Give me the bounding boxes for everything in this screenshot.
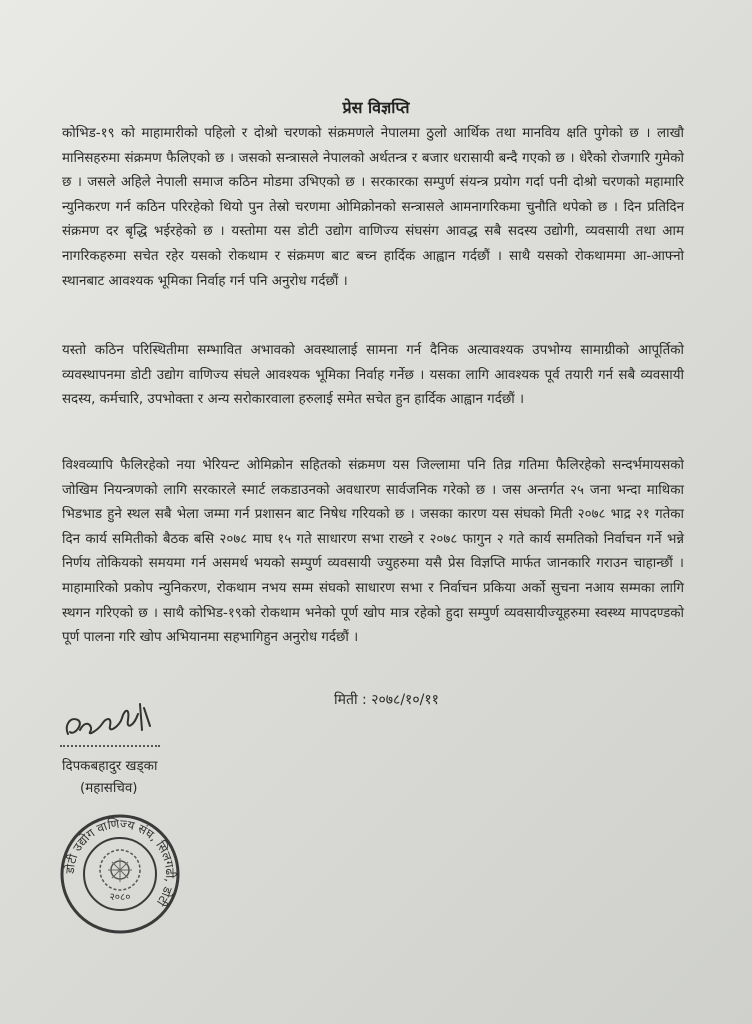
seal-year: २०८० (109, 892, 131, 903)
seal-text: डोटी उद्योग वाणिज्य संघ, सिलगढी, डोटी (62, 816, 178, 909)
document-date: मिती : २०७८/१०/११ (334, 692, 439, 708)
paragraph-general-assembly-postponement: विश्वव्यापि फैलिरहेको नया भेरियन्ट ओमिक्रोन सहितको संक्रमण यस जिल्लामा पनि तिव्र गतिमा फैलिरहेको सन्दर्भमायसको जोखिम नियन्त्रणको लागि सरकारले स्मार्ट लकडाउनको अवधारण सार्वजनिक गरेको छ । जस अन्तर्गत २५ जना भन्दा माथिका भिडभाड हुने स्थल सबै भेला जम्मा गर्न प्रशासन बाट निषेध गरियको छ । जसका कारण यस संघको मिती २०७८ भाद्र २१ गतेका दिन कार्य समितीको बैठक बसि २०७८ माघ १५ गते साधारण सभा राख्ने र २०७८ फागुन २ गते कार्य समतिको निर्वाचन गर्ने भन्ने निर्णय तोकियको समयमा गर्न असमर्थ भयको सम्पुर्ण व्यवसायी ज्युहरुमा यसै प्रेस विज्ञप्ति मार्फत जानकारि गराउन चाहान्छौं । माहामारिको प्रकोप न्युनिकरण, रोकथाम नभय सम्म संघको साधारण सभा र निर्वाचन प्रकिया अर्को सुचना नआय सम्मका लागि स्थगन गरिएको छ । साथै कोभिड-१९को रोकथाम भनेको पूर्ण खोप मात्र रहेको हुदा सम्पुर्ण व्यवसायीज्यूहरुमा स्वस्थ्य मापदण्डको पूर्ण पालना गरि खोप अभियानमा सहभागिहुन अनुरोध गर्दछौं । (62, 458, 684, 646)
paragraph-covid-impact: कोभिड-१९ को माहामारीको पहिलो र दोश्रो चरणको संक्रमणले नेपालमा ठुलो आर्थिक तथा मानविय क्षति पुगेको छ । लाखौ मानिसहरुमा संक्रमण फैलिएको छ । जसको सन्त्रासले नेपालको अर्थतन्त्र र बजार धरासायी बन्दै गएको छ । धेरैको रोजगारि गुमेको छ । जसले अहिले नेपाली समाज कठिन मोडमा उभिएको छ । सरकारका सम्पुर्ण संयन्त्र प्रयोग गर्दा पनी दोश्रो चरणको महामारि न्युनिकरण गर्न कठिन परिरहेको थियो पुन तेस्रो चरणमा ओमिक्रोनको सन्त्रासले आमनागरिकमा चुनौति थपेको छ । दिन प्रतिदिन संक्रमण दर बृद्धि भईरहेको छ । यस्तोमा यस डोटी उद्योग वाणिज्य संघसंग आवद्ध सबै सदस्य उद्योगी, व्यवसायी तथा आम नागरिकहरुमा सचेत रहेर यसको रोकथाम र संक्रमण बाट बच्न हार्दिक आह्वान गर्दछौं । साथै यसको रोकथाममा आ-आफ्नो स्थानबाट आवश्यक भूमिका निर्वाह गर्न पनि अनुरोध गर्दछौं । (62, 126, 684, 289)
signature-line (60, 745, 160, 747)
document-title: प्रेस विज्ञप्ति (342, 98, 410, 117)
paragraph-supply-management: यस्तो कठिन परिस्थितीमा सम्भावित अभावको अवस्थालाई सामना गर्न दैनिक अत्यावश्यक उपभोग्य सामाग्रीको आपूर्तिको व्यवस्थापनमा डोटी उद्योग वाणिज्य संघले आवश्यक भूमिका निर्वाह गर्नेछ । यसका लागि आवश्यक पूर्व तयारी गर्न सबै व्यवसायी सदस्य, कर्मचारि, उपभोक्ता र अन्य सरोकारवाला हरुलाई समेत सचेत हुन हार्दिक आह्वान गर्दछौं । (62, 343, 684, 408)
signer-name: दिपकबहादुर खड्का (62, 759, 158, 774)
organization-seal (58, 812, 182, 936)
signer-title: (महासचिव) (80, 781, 138, 796)
handwritten-signature (60, 696, 160, 746)
